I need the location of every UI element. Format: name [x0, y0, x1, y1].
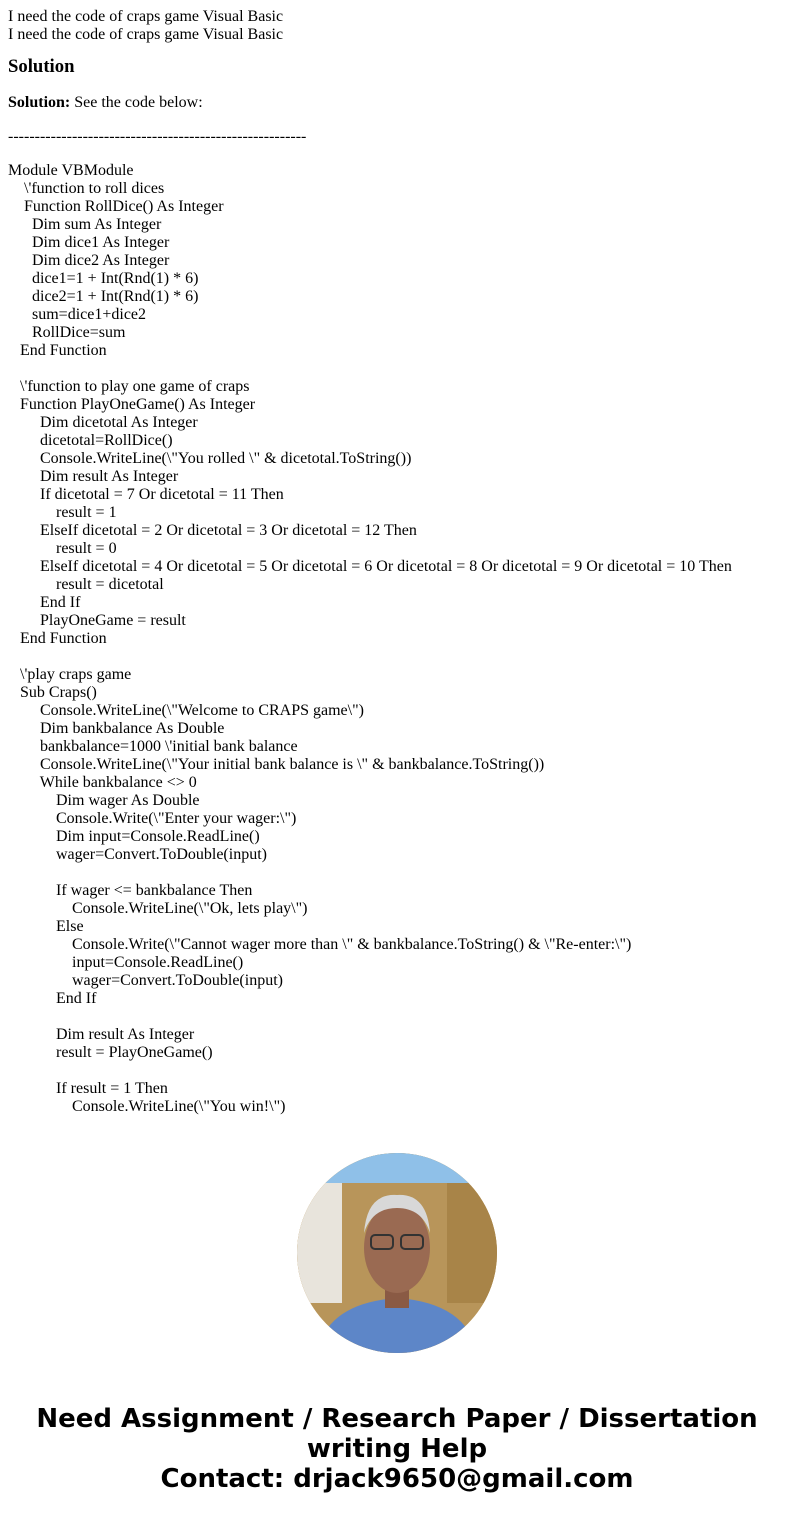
- code-line: bankbalance=1000 \'initial bank balance: [8, 738, 298, 755]
- question-line: I need the code of craps game Visual Basic: [8, 8, 284, 25]
- code-line: [8, 1062, 788, 1080]
- code-line: Else: [8, 918, 84, 935]
- code-line: Module VBModule: [8, 162, 134, 179]
- code-line: ElseIf dicetotal = 4 Or dicetotal = 5 Or dicetotal = 6 Or dicetotal = 8 Or dicetotal = 9 Or dicetotal = 10 Then: [8, 558, 732, 575]
- code-line: Function PlayOneGame() As Integer: [8, 396, 256, 413]
- code-line: RollDice=sum: [8, 324, 126, 341]
- code-line: Dim sum As Integer: [8, 216, 162, 233]
- footer-line: writing Help: [306, 1434, 488, 1464]
- code-line: End If: [8, 990, 97, 1007]
- code-line: End Function: [8, 630, 107, 647]
- code-line: input=Console.ReadLine(): [8, 954, 244, 971]
- code-line: result = dicetotal: [8, 576, 164, 593]
- code-line: Console.WriteLine(\"Welcome to CRAPS game\"): [8, 702, 364, 719]
- code-line: PlayOneGame = result: [8, 612, 186, 629]
- code-line: End Function: [8, 342, 107, 359]
- code-line: result = 0: [8, 540, 117, 557]
- code-line: Dim result As Integer: [8, 1026, 195, 1043]
- code-line: dice2=1 + Int(Rnd(1) * 6): [8, 288, 199, 305]
- code-line: dicetotal=RollDice(): [8, 432, 173, 449]
- code-line: wager=Convert.ToDouble(input): [8, 972, 283, 989]
- footer-line: Need Assignment / Research Paper / Dissertation: [36, 1404, 758, 1434]
- solution-text: See the code below:: [70, 94, 203, 111]
- code-line: Dim result As Integer: [8, 468, 179, 485]
- document: [8, 8, 788, 1116]
- question-line: I need the code of craps game Visual Basic: [8, 26, 284, 43]
- code-line: [8, 648, 788, 666]
- code-line: Console.Write(\"Enter your wager:\"): [8, 810, 297, 827]
- code-line: dice1=1 + Int(Rnd(1) * 6): [8, 270, 199, 287]
- solution-label: Solution:: [8, 94, 71, 111]
- code-line: Sub Craps(): [8, 684, 97, 701]
- code-line: [8, 1008, 788, 1026]
- code-line: [8, 864, 788, 882]
- code-line: result = PlayOneGame(): [8, 1044, 213, 1061]
- code-line: Dim dice2 As Integer: [8, 252, 170, 269]
- code-line: If dicetotal = 7 Or dicetotal = 11 Then: [8, 486, 284, 503]
- code-line: Console.WriteLine(\"You win!\"): [8, 1098, 286, 1115]
- code-line: End If: [8, 594, 81, 611]
- code-line: While bankbalance <> 0: [8, 774, 197, 791]
- code-line: Console.WriteLine(\"Your initial bank balance is \" & bankbalance.ToString()): [8, 756, 545, 773]
- solution-heading: Solution: [8, 56, 75, 77]
- code-line: If result = 1 Then: [8, 1080, 168, 1097]
- code-line: result = 1: [8, 504, 117, 521]
- code-line: Console.WriteLine(\"You rolled \" & dicetotal.ToString()): [8, 450, 412, 467]
- code-line: Dim input=Console.ReadLine(): [8, 828, 260, 845]
- solution-intro: [8, 94, 788, 112]
- code-line: Console.Write(\"Cannot wager more than \" & bankbalance.ToString() & \"Re-enter:\"): [8, 936, 632, 953]
- code-line: [8, 360, 788, 378]
- code-line: Dim dice1 As Integer: [8, 234, 170, 251]
- code-line: Dim wager As Double: [8, 792, 200, 809]
- code-line: If wager <= bankbalance Then: [8, 882, 253, 899]
- code-block: [8, 162, 788, 1116]
- author-photo: [297, 1153, 497, 1353]
- code-line: \'play craps game: [8, 666, 132, 683]
- code-line: Dim dicetotal As Integer: [8, 414, 198, 431]
- code-line: Function RollDice() As Integer: [8, 198, 224, 215]
- divider: --------------------------------------------------------: [8, 128, 307, 145]
- code-line: \'function to roll dices: [8, 180, 165, 197]
- code-line: sum=dice1+dice2: [8, 306, 147, 323]
- code-line: Console.WriteLine(\"Ok, lets play\"): [8, 900, 308, 917]
- footer-banner: [0, 1404, 794, 1494]
- code-line: ElseIf dicetotal = 2 Or dicetotal = 3 Or dicetotal = 12 Then: [8, 522, 417, 539]
- code-line: Dim bankbalance As Double: [8, 720, 225, 737]
- code-line: \'function to play one game of craps: [8, 378, 250, 395]
- footer-contact: Contact: drjack9650@gmail.com: [160, 1464, 634, 1494]
- code-line: wager=Convert.ToDouble(input): [8, 846, 267, 863]
